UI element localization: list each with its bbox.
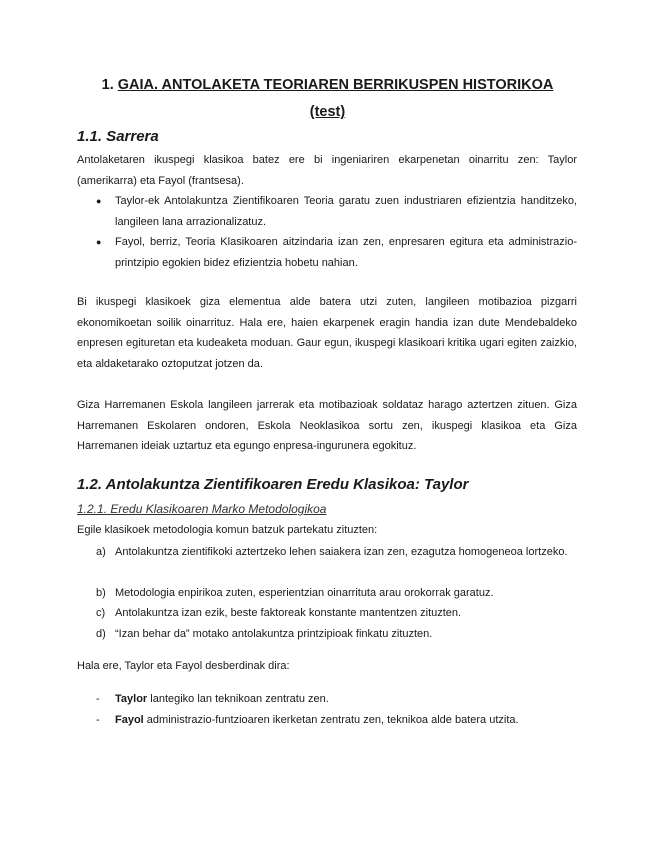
list-item-b: Metodologia enpirikoa zuten, esperientzian oinarrituta arau orokorrak garatuz. bbox=[115, 587, 494, 599]
dash-text-fayol: administrazio-funtzioaren ikerketan zentratu zen, teknikoa alde batera utzita. bbox=[143, 714, 519, 726]
list-marker: b) bbox=[96, 587, 106, 599]
document-title bbox=[0, 77, 655, 93]
list-marker: d) bbox=[96, 628, 106, 640]
paragraph-classic-critique: Bi ikuspegi klasikoek giza elementua alde batera utzi zuten, langileen motibazioa pizgarri ekonomikoetan soilik oinarrituz. Hala ere, haien ekarpenek eragin handia izan dute Mendebaldeko enpresen egituretan eta kudeaketa moduan. Gaur egun, ikuspegi klasikoari kritika ugari egiten zaizkio, eta aldaketarako oztoputzat jotzen da. bbox=[77, 296, 577, 370]
bullet-fayol: Fayol, berriz, Teoria Klasikoaren aitzindaria izan zen, enpresaren egitura eta administrazio-printzipio egokien bidez efizientzia hobetu nahian. bbox=[115, 236, 577, 269]
methodology-intro: Egile klasikoek metodologia komun batzuk partekatu zituzten: bbox=[77, 524, 378, 536]
list-item-c: Antolakuntza izan ezik, beste faktoreak konstante mantentzen zituzten. bbox=[115, 607, 462, 619]
intro-paragraph: Antolaketaren ikuspegi klasikoa batez ere bi ingeniariren ekarpenetan oinarritu zen: Taylor (amerikarra) eta Fayol (frantsesa). bbox=[77, 154, 577, 187]
title-text: GAIA. ANTOLAKETA TEORIAREN BERRIKUSPEN HISTORIKOA bbox=[117, 77, 554, 93]
dash-marker: - bbox=[96, 693, 100, 705]
bullet-taylor: Taylor-ek Antolakuntza Zientifikoaren Teoria garatu zuen industriaren efizientzia handitzeko, langileen lana arrazionalizatuz. bbox=[115, 195, 577, 228]
section-heading-sarrera: 1.1. Sarrera bbox=[77, 128, 159, 145]
document-subtitle bbox=[0, 104, 655, 120]
dash-bold-taylor: Taylor bbox=[115, 693, 148, 705]
subsection-heading: 1.2.1. Eredu Klasikoaren Marko Metodologikoa bbox=[77, 502, 327, 516]
bullet-marker: ● bbox=[96, 237, 102, 247]
dash-bold-fayol: Fayol bbox=[115, 714, 144, 726]
list-item-d: “Izan behar da” motako antolakuntza printzipioak finkatu zituzten. bbox=[115, 628, 433, 640]
section-heading-taylor: 1.2. Antolakuntza Zientifikoaren Eredu Klasikoa: Taylor bbox=[77, 476, 469, 493]
title-sub: (test) bbox=[309, 104, 346, 120]
list-marker: c) bbox=[96, 607, 106, 619]
list-item-a: Antolakuntza zientifikoki aztertzeko lehen saiakera izan zen, ezagutza homogeneoa lortzeko. bbox=[115, 546, 568, 558]
paragraph-human-relations: Giza Harremanen Eskola langileen jarrerak eta motibazioak soldataz harago aztertzen zituen. Giza Harremanen Eskolaren ondoren, Eskola Neoklasikoa sortu zen, ikuspegi klasikoa eta Giza Harremanen ideiak uztartuz eta egungo enpresa-ingurunera egokituz. bbox=[77, 399, 577, 452]
list-marker: a) bbox=[96, 546, 106, 558]
dash-item-taylor bbox=[115, 689, 577, 710]
title-number: 1. bbox=[101, 77, 114, 93]
contrast-paragraph: Hala ere, Taylor eta Fayol desberdinak dira: bbox=[77, 660, 290, 672]
dash-marker: - bbox=[96, 714, 100, 726]
dash-item-fayol bbox=[115, 710, 577, 731]
dash-text-taylor: lantegiko lan teknikoan zentratu zen. bbox=[147, 693, 329, 705]
bullet-marker: ● bbox=[96, 196, 102, 206]
